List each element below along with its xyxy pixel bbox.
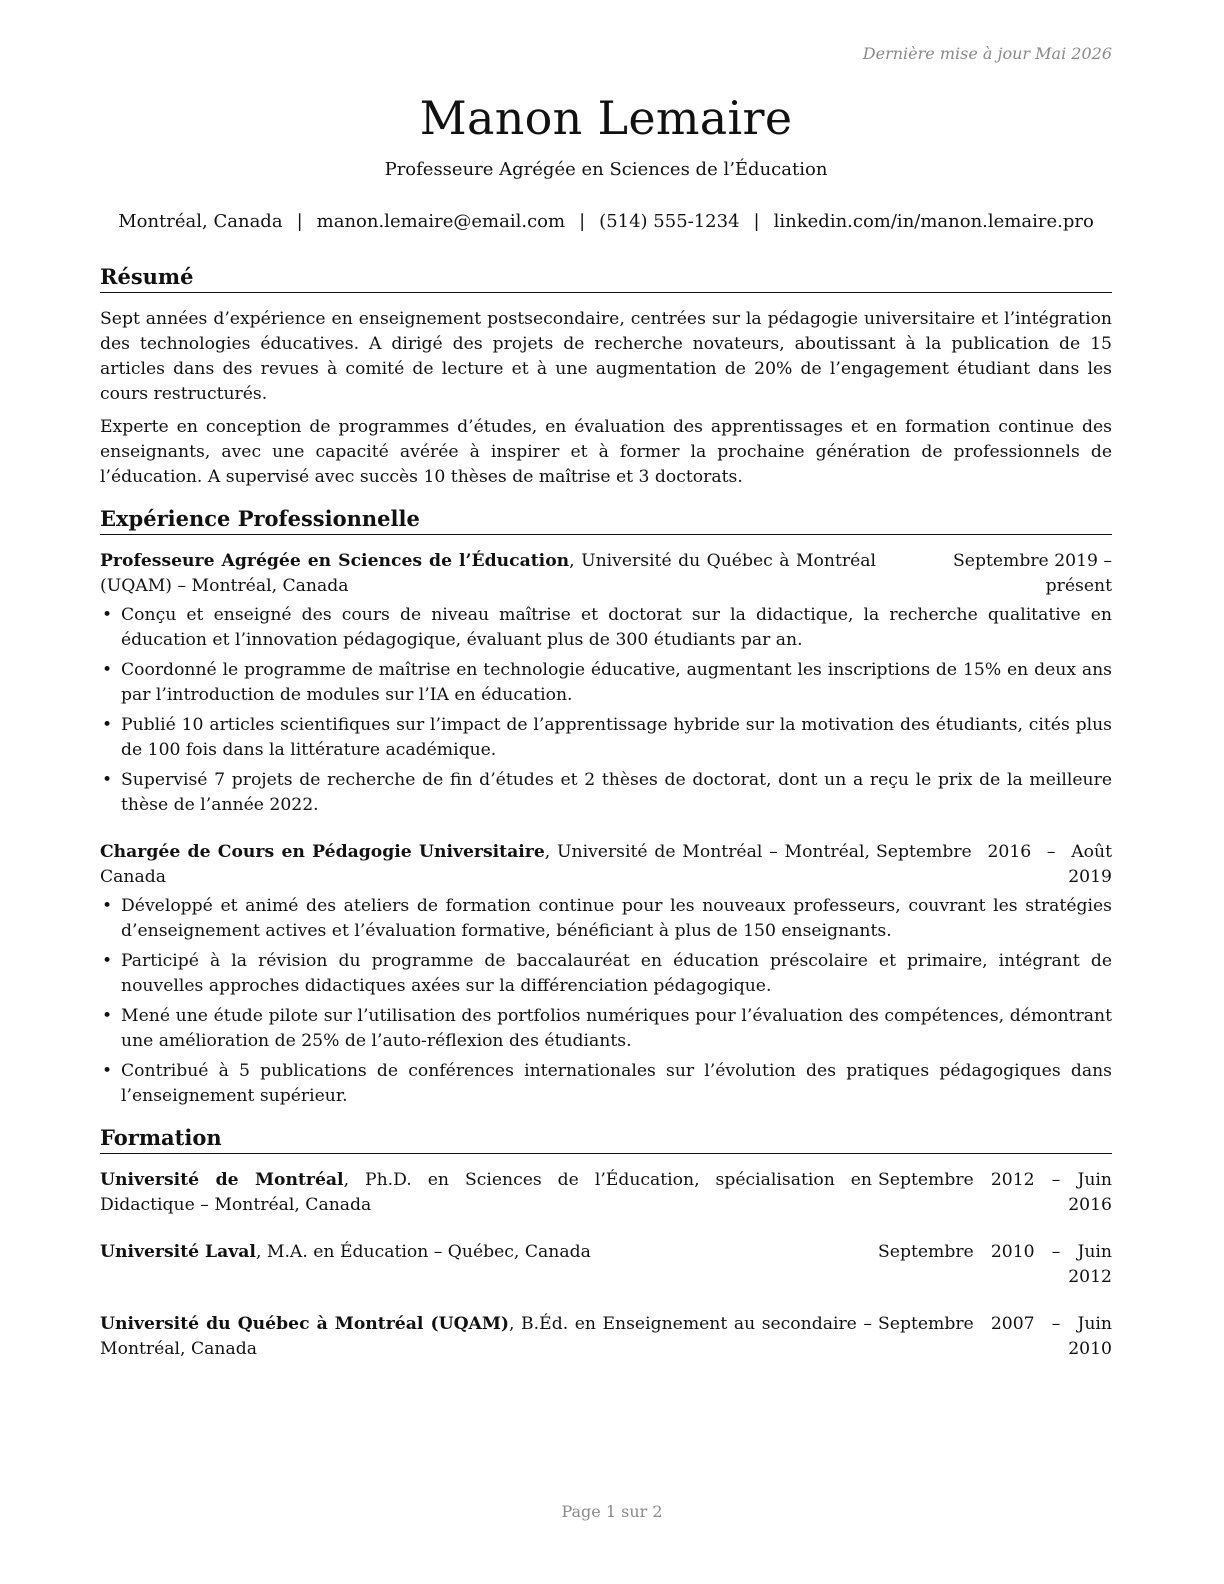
education-detail: , B.Éd. en Enseignement au secondaire – Montréal, Canada xyxy=(100,1314,872,1359)
job-entry xyxy=(100,840,1112,1109)
job-title: Chargée de Cours en Pédagogie Universitaire xyxy=(100,842,545,862)
job-title-line xyxy=(100,840,876,890)
section-heading-experience: Expérience Professionnelle xyxy=(100,506,1112,535)
summary-paragraph: Experte en conception de programmes d’études, en évaluation des apprentissages et en formation continue des enseignants, avec une capacité avérée à inspirer et à former la prochaine génération de professionnels de l’éducation. A supervisé avec succès 10 thèses de maîtrise et 3 doctorats. xyxy=(100,417,1112,487)
job-bullet: • Participé à la révision du programme de baccalauréat en éducation préscolaire et primaire, intégrant de nouvelles approches didactiques axées sur la différenciation pédagogique. xyxy=(100,949,1112,999)
education-detail: , Ph.D. en Sciences de l’Éducation, spécialisation en Didactique – Montréal, Canada xyxy=(100,1170,872,1215)
summary-paragraph: Sept années d’expérience en enseignement postsecondaire, centrées sur la pédagogie universitaire et l’intégration des technologies éducatives. A dirigé des projets de recherche novateurs, aboutissant à la publication de 15 articles dans des revues à comité de lecture et à une augmentation de 20% de l’engagement étudiant dans les cours restructurés. xyxy=(100,309,1112,404)
job-header xyxy=(100,840,1112,890)
job-subtitle: Professeure Agrégée en Sciences de l’Éducation xyxy=(384,159,828,180)
job-bullet: • Conçu et enseigné des cours de niveau maîtrise et doctorat sur la didactique, la recherche qualitative en éducation et l’innovation pédagogique, évaluant plus de 300 étudiants par an. xyxy=(100,603,1112,653)
job-entry xyxy=(100,549,1112,818)
job-bullets xyxy=(100,894,1112,1109)
job-bullet: • Développé et animé des ateliers de formation continue pour les nouveaux professeurs, couvrant les stratégies d’enseignement actives et l’évaluation formative, bénéficiant à plus de 150 enseignants. xyxy=(100,894,1112,944)
education-entry xyxy=(100,1312,1112,1362)
section-heading-summary: Résumé xyxy=(100,264,1112,293)
job-dates: Septembre 2016 – Août 2019 xyxy=(876,842,1112,887)
education-entry xyxy=(100,1240,1112,1290)
education-header xyxy=(100,1312,1112,1362)
education-dates: Septembre 2010 – Juin 2012 xyxy=(878,1242,1112,1287)
last-updated: Dernière mise à jour Mai 2026 xyxy=(862,44,1112,63)
job-bullet: • Publié 10 articles scientifiques sur l’impact de l’apprentissage hybride sur la motivation des étudiants, cités plus de 100 fois dans la littérature académique. xyxy=(100,713,1112,763)
contact-email[interactable]: manon.lemaire@email.com xyxy=(316,211,566,232)
job-organization: , Université de Montréal – Montréal, Canada xyxy=(100,842,870,887)
education-dates: Septembre 2012 – Juin 2016 xyxy=(878,1170,1112,1215)
education-school: Université de Montréal xyxy=(100,1170,344,1190)
education-header xyxy=(100,1240,1112,1290)
job-bullet: • Mené une étude pilote sur l’utilisation des portfolios numériques pour l’évaluation des compétences, démontrant une amélioration de 25% de l’auto-réflexion des étudiants. xyxy=(100,1004,1112,1054)
contact-separator: | xyxy=(753,211,760,232)
job-organization: , Université du Québec à Montréal (UQAM) – Montréal, Canada xyxy=(100,551,876,596)
contact-separator: | xyxy=(579,211,586,232)
job-title: Professeure Agrégée en Sciences de l’Éducation xyxy=(100,551,570,571)
education-title-line xyxy=(100,1312,878,1362)
job-bullet: • Coordonné le programme de maîtrise en technologie éducative, augmentant les inscriptions de 15% en deux ans par l’introduction de modules sur l’IA en éducation. xyxy=(100,658,1112,708)
contact-linkedin[interactable]: linkedin.com/in/manon.lemaire.pro xyxy=(773,211,1094,232)
education-dates: Septembre 2007 – Juin 2010 xyxy=(878,1314,1112,1359)
contact-phone[interactable]: (514) 555-1234 xyxy=(599,211,740,232)
job-bullet: • Supervisé 7 projets de recherche de fin d’études et 2 thèses de doctorat, dont un a reçu le prix de la meilleure thèse de l’année 2022. xyxy=(100,768,1112,818)
section-heading-education: Formation xyxy=(100,1125,1112,1154)
education-entry xyxy=(100,1168,1112,1218)
education-school: Université du Québec à Montréal (UQAM) xyxy=(100,1314,510,1334)
contact-location: Montréal, Canada xyxy=(118,211,283,232)
job-dates: Septembre 2019 – présent xyxy=(953,551,1112,596)
education-school: Université Laval xyxy=(100,1242,256,1262)
job-bullet: • Contribué à 5 publications de conférences internationales sur l’évolution des pratiques pédagogiques dans l’enseignement supérieur. xyxy=(100,1059,1112,1109)
education-detail: , M.A. en Éducation – Québec, Canada xyxy=(255,1242,591,1262)
contact-line xyxy=(100,210,1112,234)
education-title-line xyxy=(100,1168,878,1218)
page-number: Page 1 sur 2 xyxy=(561,1502,663,1521)
job-header xyxy=(100,549,1112,599)
job-bullets xyxy=(100,603,1112,818)
contact-separator: | xyxy=(296,211,303,232)
education-title-line xyxy=(100,1240,878,1265)
person-name: Manon Lemaire xyxy=(419,91,793,145)
education-header xyxy=(100,1168,1112,1218)
job-title-line xyxy=(100,549,882,599)
